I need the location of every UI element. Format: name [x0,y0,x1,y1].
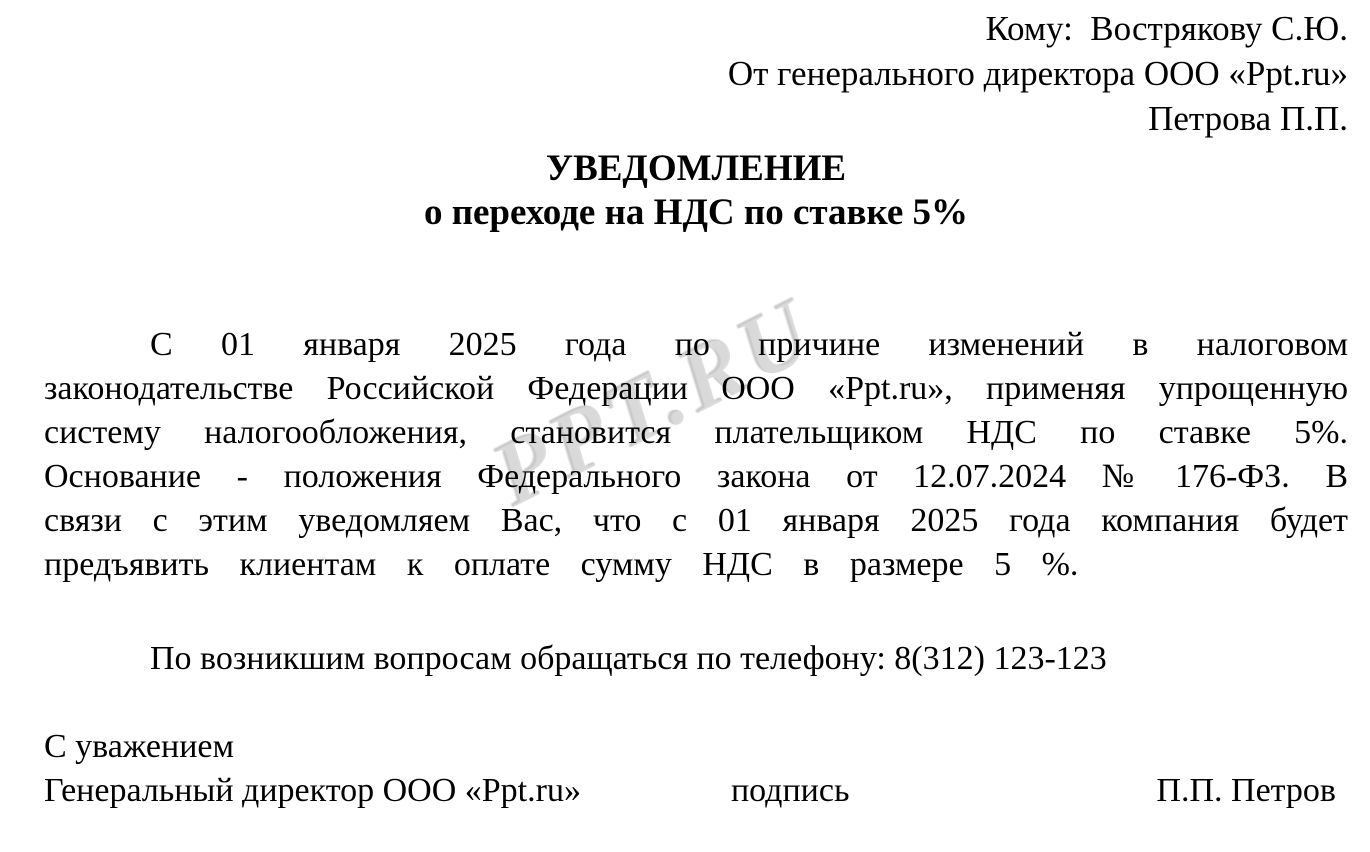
sender-role-line: От генерального директора ООО «Ppt.ru» [727,54,1348,93]
signature-title: Генеральный директор ООО «Ppt.ru» [44,772,581,809]
contact-phone-paragraph: По возникшим вопросам обращаться по телефону: 8(312) 123-123 [150,640,1107,677]
addressee-to-line: Кому: Вострякову С.Ю. [985,9,1348,48]
sender-name-line: Петрова П.П. [1148,99,1348,138]
title-line-1: УВЕДОМЛЕНИЕ [545,148,847,189]
closing-block [44,725,1348,813]
regards-line: С уважением [44,728,235,765]
title-line-2: о переходе на НДС по ставке 5% [423,192,969,233]
document-title [44,147,1348,235]
document-content [44,6,1348,813]
signature-row [44,769,1348,813]
addressee-block [44,6,1348,141]
signature-name: П.П. Петров [1156,772,1336,809]
ppt-ru-watermark: PPT.RU [475,276,832,526]
signature-placeholder: подпись [730,772,850,809]
main-paragraph: С 01 января 2025 года по причине изменений в налоговом законодательстве Российской Федерации ООО «Ppt.ru», применяя упрощенную систему налогообложения, становится плательщиком НДС по ставке 5%. Основание - положения Федерального закона от 12.07.2024 № 176-ФЗ. В связи с этим уведомляем Вас, что с 01 января 2025 года компания будет предъявить клиентам к оплате сумму НДС в размере 5 %. [44,326,1348,583]
